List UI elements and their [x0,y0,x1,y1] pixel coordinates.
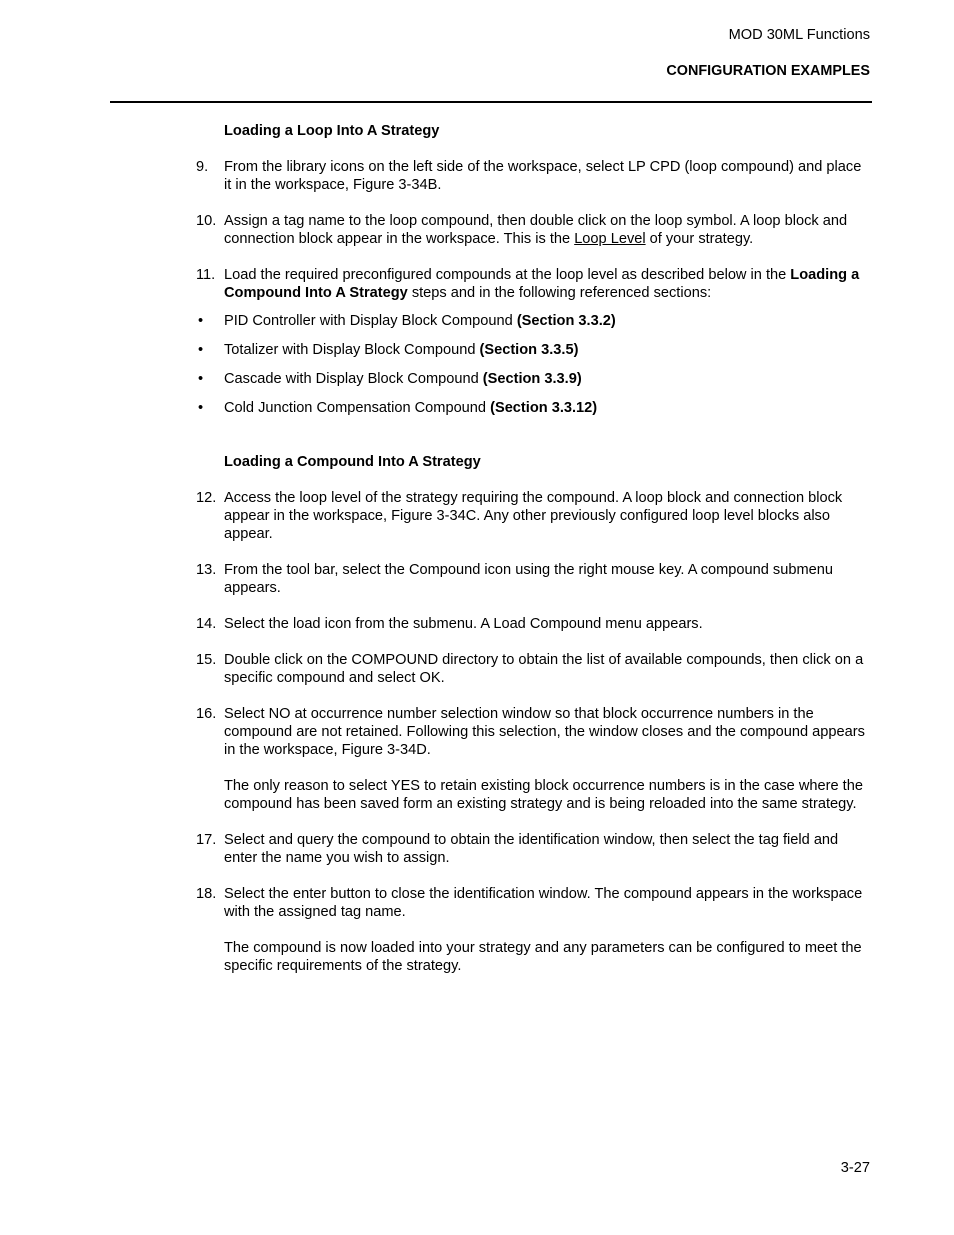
item-number: 14. [196,616,217,632]
section-ref: (Section 3.3.9) [482,371,582,387]
header-subtitle: CONFIGURATION EXAMPLES [666,63,870,79]
item-number: 18. [196,886,217,902]
list-item [196,212,872,248]
header-rule [110,101,872,103]
item-text [224,266,872,302]
section-ref: (Section 3.3.2) [516,313,616,329]
item-text: Select the enter button to close the identification window. The compound appears in the workspace with the assigned tag name. [224,886,863,920]
bullet-text [224,370,872,388]
item-number: 13. [196,562,217,578]
list-item [196,158,872,194]
bullet-dot: • [198,342,204,358]
section-heading-loop: Loading a Loop Into A Strategy [224,123,440,139]
bullet-text [224,399,872,417]
page-number: 3-27 [840,1160,870,1176]
item-text: Select NO at occurrence number selection window so that block occurrence numbers in the compound are not retained. Following this selection, the window closes and the compound appears in the workspace, Figure 3-34D. [224,706,865,758]
item-text: Access the loop level of the strategy requiring the compound. A loop block and connection block appear in the workspace, Figure 3-34C. Any other previously configured loop level blocks also appear. [224,490,843,542]
section-ref: (Section 3.3.12) [490,400,598,416]
header-title: MOD 30ML Functions [728,27,870,43]
item-text: Double click on the COMPOUND directory to obtain the list of available compounds, then click on a specific compound and select OK. [224,652,864,686]
section-ref: (Section 3.3.5) [479,342,579,358]
list-item [196,561,872,597]
list-item [196,885,872,921]
bullet-item [196,399,872,417]
bullet-text [224,341,872,359]
list-item [196,705,872,759]
list-item [196,615,872,633]
item-text: From the library icons on the left side of the workspace, select LP CPD (loop compound) and place it in the workspace, Figure 3-34B. [224,159,862,193]
item-number: 15. [196,652,217,668]
bullet-label: PID Controller with Display Block Compound [224,313,517,329]
item-text-part: Assign a tag name to the loop compound, then double click on the loop symbol. A loop block and connection block appear in the workspace. This is the [224,213,848,247]
bullet-text [224,312,872,330]
bullet-item [196,341,872,359]
bullet-label: Totalizer with Display Block Compound [224,342,480,358]
item-number: 12. [196,490,217,506]
list-item [196,266,872,302]
bullet-item [196,370,872,388]
item-number: 11. [196,267,216,283]
item-text: Select the load icon from the submenu. A Load Compound menu appears. [224,616,703,632]
bullet-dot: • [198,313,204,329]
bullet-item [196,312,872,330]
item-text-part: steps and in the following referenced sections: [407,285,712,301]
item-text: From the tool bar, select the Compound icon using the right mouse key. A compound submenu appears. [224,562,833,596]
item-text-part: Load the required preconfigured compounds at the loop level as described below in the [224,267,791,283]
item-text: Select and query the compound to obtain the identification window, then select the tag field and enter the name you wish to assign. [224,832,839,866]
item-number: 16. [196,706,217,722]
compound-procedure-ref: Loading a Compound Into A Strategy [224,267,860,301]
item-text-part: of your strategy. [645,231,754,247]
list-item [196,651,872,687]
loop-level-term: Loop Level [574,231,646,247]
bullet-label: Cascade with Display Block Compound [224,371,483,387]
item-text [224,212,872,248]
item-number: 17. [196,832,217,848]
item-number: 9. [196,159,209,175]
note-paragraph: The compound is now loaded into your strategy and any parameters can be configured to meet the specific requirements of the strategy. [224,940,862,974]
list-item [196,831,872,867]
item-number: 10. [196,213,217,229]
list-item [196,489,872,543]
section-heading-compound: Loading a Compound Into A Strategy [224,454,481,470]
bullet-label: Cold Junction Compensation Compound [224,400,491,416]
note-paragraph: The only reason to select YES to retain existing block occurrence numbers is in the case where the compound has been saved form an existing strategy and is being reloaded into the same strategy. [224,778,863,812]
bullet-dot: • [198,400,204,416]
page-content [196,122,872,993]
bullet-dot: • [198,371,204,387]
